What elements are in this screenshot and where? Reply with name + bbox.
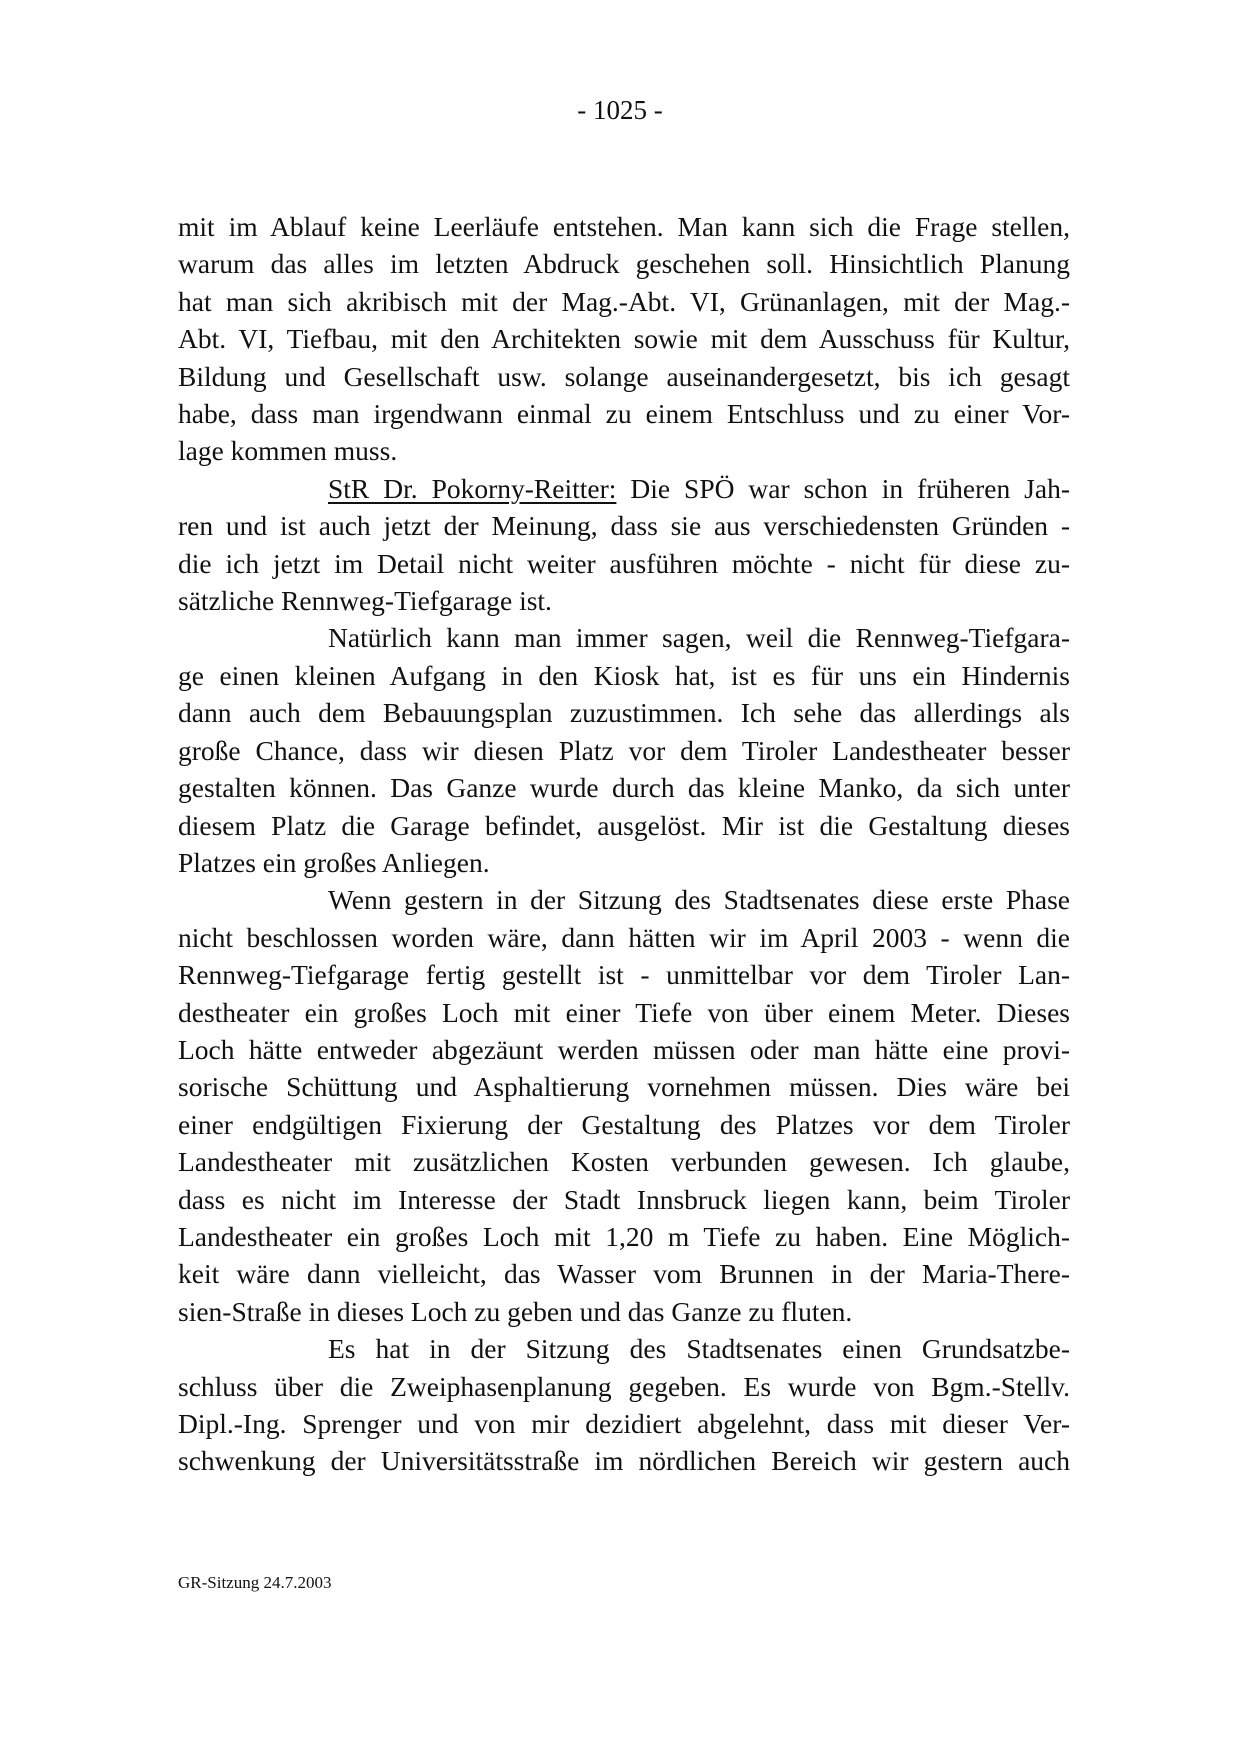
text-line: Landestheater ein großes Loch mit 1,20 m Tiefe zu haben. Eine Möglich- [178, 1220, 1070, 1252]
text-line: Bildung und Gesellschaft usw. solange auseinandergesetzt, bis ich gesagt [178, 360, 1070, 392]
text-line: dass es nicht im Interesse der Stadt Innsbruck liegen kann, beim Tiroler [178, 1183, 1070, 1215]
page-number: - 1025 - [577, 95, 663, 125]
text-line: diesem Platz die Garage befindet, ausgelöst. Mir ist die Gestaltung dieses [178, 809, 1070, 841]
text-line: einer endgültigen Fixierung der Gestaltung des Platzes vor dem Tiroler [178, 1108, 1070, 1140]
text-line: mit im Ablauf keine Leerläufe entstehen. Man kann sich die Frage stellen, [178, 211, 1070, 242]
text-line: Dipl.-Ing. Sprenger und von mir dezidiert abgelehnt, dass mit dieser Ver- [178, 1408, 1070, 1439]
text-line: Rennweg-Tiefgarage fertig gestellt ist - unmittelbar vor dem Tiroler Lan- [178, 959, 1070, 991]
text-line: keit wäre dann vielleicht, das Wasser vom Brunnen in der Maria-There- [178, 1258, 1070, 1290]
text-line: sätzliche Rennweg-Tiefgarage ist. [178, 585, 552, 617]
speaker-name: StR Dr. Pokorny-Reitter: [328, 472, 617, 504]
text-line: Wenn gestern in der Sitzung des Stadtsenates diese erste Phase [328, 884, 1070, 916]
text-line: sien-Straße in dieses Loch zu geben und das Ganze zu fluten. [178, 1295, 853, 1327]
text-line: sorische Schüttung und Asphaltierung vornehmen müssen. Dies wäre bei [178, 1071, 1070, 1103]
text-line: Landestheater mit zusätzlichen Kosten verbunden gewesen. Ich glaube, [178, 1146, 1070, 1178]
text-line: Es hat in der Sitzung des Stadtsenates einen Grundsatzbe- [328, 1333, 1070, 1365]
text-line: nicht beschlossen worden wäre, dann hätten wir im April 2003 - wenn die [178, 921, 1070, 953]
text-line: Platzes ein großes Anliegen. [178, 846, 490, 878]
text-line: ge einen kleinen Aufgang in den Kiosk hat, ist es für uns ein Hindernis [178, 659, 1070, 691]
text-line: dann auch dem Bebauungsplan zuzustimmen. Ich sehe das allerdings als [178, 697, 1070, 729]
text-line: gestalten können. Das Ganze wurde durch das kleine Manko, da sich unter [178, 772, 1070, 804]
text-line: Loch hätte entweder abgezäunt werden müssen oder man hätte eine provi- [178, 1033, 1070, 1065]
text-line: hat man sich akribisch mit der Mag.-Abt. VI, Grünanlagen, mit der Mag.- [178, 285, 1070, 317]
footer: GR-Sitzung 24.7.2003 [178, 1573, 332, 1592]
body-text [178, 208, 1070, 1480]
text-line: Abt. VI, Tiefbau, mit den Architekten sowie mit dem Ausschuss für Kultur, [178, 323, 1070, 355]
text-line: lage kommen muss. [178, 435, 398, 467]
speaker-line [178, 470, 1070, 507]
text-line: schluss über die Zweiphasenplanung gegeben. Es wurde von Bgm.-Stellv. [178, 1370, 1070, 1402]
text-line: Natürlich kann man immer sagen, weil die Rennweg-Tiefgara- [328, 622, 1070, 654]
text-line: destheater ein großes Loch mit einer Tiefe von über einem Meter. Dieses [178, 996, 1070, 1028]
text-line: habe, dass man irgendwann einmal zu einem Entschluss und zu einer Vor- [178, 398, 1070, 430]
text-line: die ich jetzt im Detail nicht weiter ausführen möchte - nicht für diese zu- [178, 547, 1070, 579]
text-line: warum das alles im letzten Abdruck geschehen soll. Hinsichtlich Planung [178, 248, 1070, 280]
text-line: ren und ist auch jetzt der Meinung, dass sie aus verschiedensten Gründen - [178, 510, 1070, 542]
speaker-line-text: Die SPÖ war schon in früheren Jah- [616, 472, 1070, 504]
text-line: schwenkung der Universitätsstraße im nördlichen Bereich wir gestern auch [178, 1445, 1070, 1477]
text-line: große Chance, dass wir diesen Platz vor dem Tiroler Landestheater besser [178, 734, 1070, 766]
